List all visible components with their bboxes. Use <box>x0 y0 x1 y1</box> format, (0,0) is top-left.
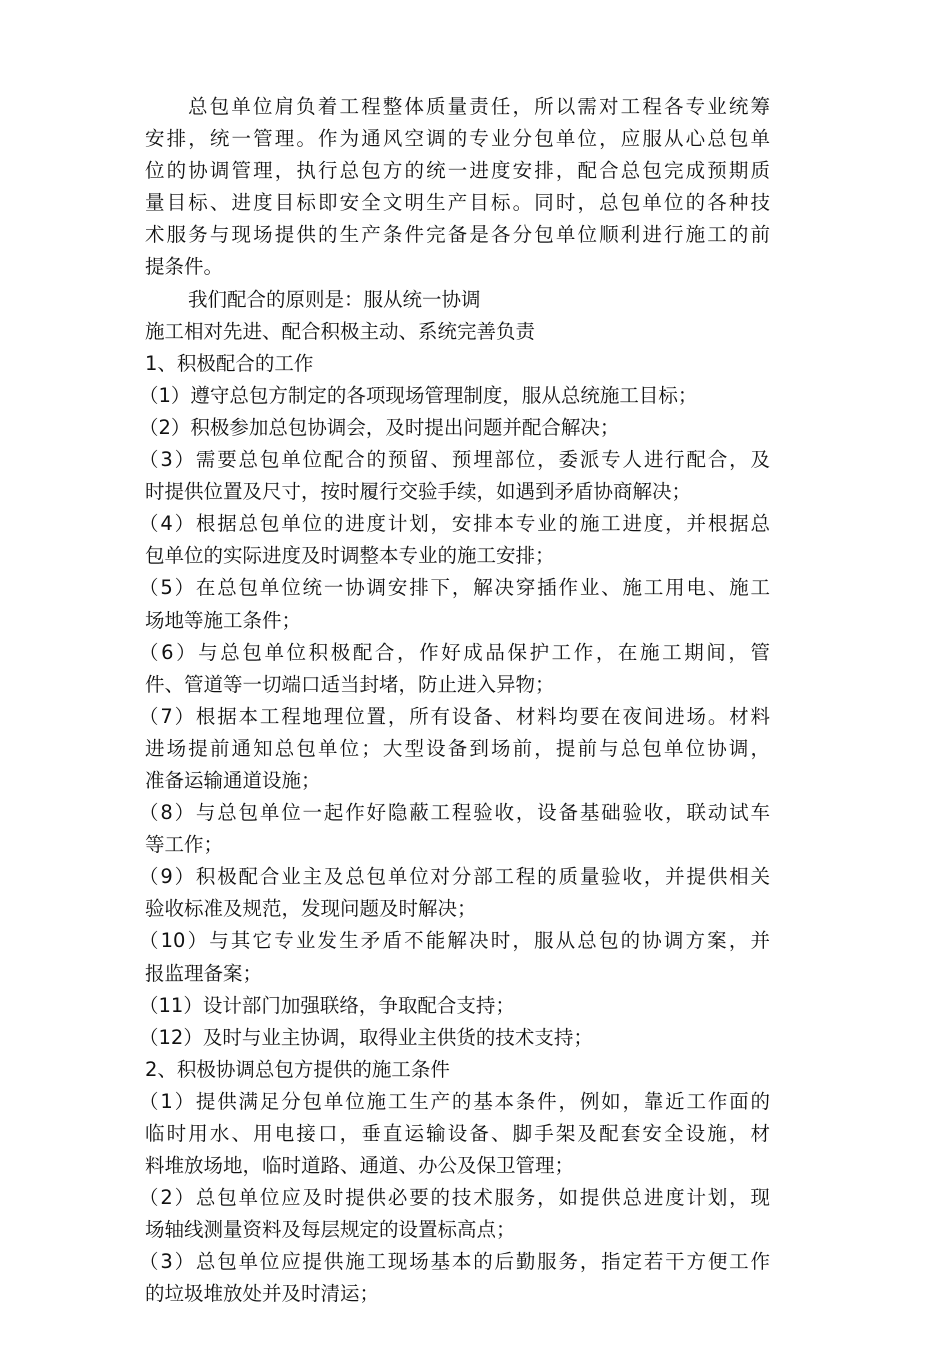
list-item-line: （2）积极参加总包协调会，及时提出问题并配合解决； <box>139 415 620 439</box>
intro-line: 位的协调管理，执行总包方的统一进度安排，配合总包完成预期质 <box>145 159 770 183</box>
intro-line: 安排，统一管理。作为通风空调的专业分包单位，应服从心总包单 <box>145 127 770 151</box>
list-item-line: （6）与总包单位积极配合，作好成品保护工作，在施工期间，管 <box>139 640 770 664</box>
list-item-line: 验收标准及规范，发现问题及时解决； <box>145 897 477 921</box>
list-item-line: （4）根据总包单位的进度计划，安排本专业的施工进度，并根据总 <box>139 512 770 536</box>
list-item-line: 包单位的实际进度及时调整本专业的施工安排； <box>145 544 555 568</box>
section-title: 2、积极协调总包方提供的施工条件 <box>145 1057 450 1081</box>
list-item-line: 等工作； <box>145 833 224 857</box>
list-item-line: （3）总包单位应提供施工现场基本的后勤服务，指定若干方便工作 <box>139 1250 770 1274</box>
list-item-line: （8）与总包单位一起作好隐蔽工程验收，设备基础验收，联动试车 <box>139 801 770 825</box>
list-item-line: （2）总包单位应及时提供必要的技术服务，如提供总进度计划，现 <box>139 1186 770 1210</box>
list-item-line: 报监理备案； <box>145 961 263 985</box>
intro-line: 提条件。 <box>145 255 224 279</box>
intro-line: 总包单位肩负着工程整体质量责任，所以需对工程各专业统筹 <box>188 95 770 118</box>
list-item-line: 场地等施工条件； <box>145 608 302 632</box>
intro-line: 术服务与现场提供的生产条件完备是各分包单位顺利进行施工的前 <box>145 223 770 247</box>
list-item-line: （1）提供满足分包单位施工生产的基本条件，例如，靠近工作面的 <box>139 1089 770 1113</box>
list-item-line: （12）及时与业主协调，取得业主供货的技术支持； <box>139 1025 593 1049</box>
list-item-line: （5）在总包单位统一协调安排下，解决穿插作业、施工用电、施工 <box>139 576 770 600</box>
list-item-line: 临时用水、用电接口，垂直运输设备、脚手架及配套安全设施，材 <box>145 1122 770 1145</box>
list-item-line: 料堆放场地，临时道路、通道、办公及保卫管理； <box>145 1154 575 1178</box>
list-item-line: （10）与其它专业发生矛盾不能解决时，服从总包的协调方案，并 <box>139 929 770 953</box>
intro-line: 量目标、进度目标即安全文明生产目标。同时，总包单位的各种技 <box>145 191 770 215</box>
list-item-line: 进场提前通知总包单位；大型设备到场前，提前与总包单位协调， <box>145 736 770 760</box>
list-item-line: （1）遵守总包方制定的各项现场管理制度，服从总统施工目标； <box>139 383 698 407</box>
list-item-line: （9）积极配合业主及总包单位对分部工程的质量验收，并提供相关 <box>139 865 770 889</box>
list-item-line: 准备运输通道设施； <box>145 768 321 792</box>
list-item-line: 件、管道等一切端口适当封堵，防止进入异物； <box>145 672 555 696</box>
section-title: 1、积极配合的工作 <box>145 351 314 375</box>
document-body <box>139 91 770 1311</box>
principle-line: 施工相对先进、配合积极主动、系统完善负责 <box>145 319 536 343</box>
list-item-line: 的垃圾堆放处并及时清运； <box>145 1282 380 1306</box>
list-item-line: 时提供位置及尺寸，按时履行交验手续，如遇到矛盾协商解决； <box>145 480 692 504</box>
list-item-line: （3）需要总包单位配合的预留、预埋部位，委派专人进行配合，及 <box>139 448 770 472</box>
list-item-line: （7）根据本工程地理位置，所有设备、材料均要在夜间进场。材料 <box>139 704 770 728</box>
principle-line: 我们配合的原则是：服从统一协调 <box>188 287 481 311</box>
list-item-line: 场轴线测量资料及每层规定的设置标高点； <box>145 1218 516 1242</box>
list-item-line: （11）设计部门加强联络，争取配合支持； <box>139 993 515 1017</box>
